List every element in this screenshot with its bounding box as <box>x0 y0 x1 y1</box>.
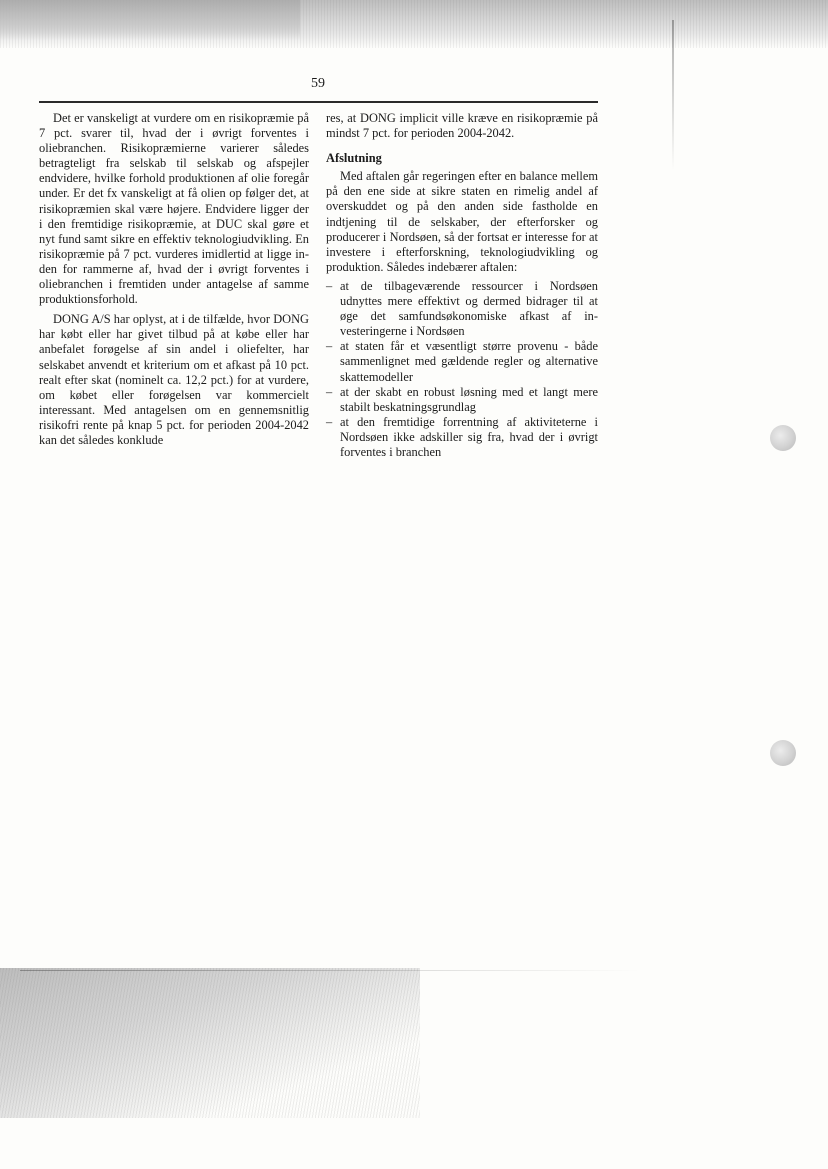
left-paragraph-1: Det er vanskeligt at vurdere om en risikopræmie på 7 pct. svarer til, hvad der i øvrigt forventes i oliebranchen. Risikopræmierne varierer således betragteligt fra selskab til selskab og afspejler endvidere, hvilke forhold produktionen af olie foregår under. Er det fx vanskeligt at få olien op følger det, at risikopræmien skal være højere. Endvidere ligger der i den fremtidige risikopræmie, at DUC skal gøre et nyt fund samt sikre en effektiv teknologiudvikling. En risikopræmie på 7 pct. vurderes imidlertid at ligge inden for rammerne af, hvad der i øvrigt forventes i oliebranchen i fremtiden under antagelse af samme produktionsforhold. <box>39 111 309 307</box>
right-column <box>326 111 598 460</box>
header-rule <box>39 101 598 103</box>
left-column <box>39 111 309 448</box>
punch-hole-upper <box>770 425 796 451</box>
scan-shadow-bottom <box>0 968 420 1118</box>
bullet-item: – at staten får et væsentligt større provenu - både sammenlignet med gældende regler og alternative skattemodeller <box>326 339 598 384</box>
scan-shadow-top-left <box>0 0 300 40</box>
scan-edge-line <box>672 20 674 170</box>
right-paragraph: Med aftalen går regeringen efter en balance mellem på den ene side at sikre staten en rimelig andel af overskuddet og på den anden side fastholde en indtjening til de selskaber, der efterforsker og producerer i Nordsøen, så der fortsat er interesse for at investere i efterforskning, teknologiudvikling og produktion. Således indebærer aftalen: <box>326 169 598 274</box>
right-continuation: res, at DONG implicit ville kræve en risikopræmie på mindst 7 pct. for perioden 2004-2042. <box>326 111 598 141</box>
punch-hole-lower <box>770 740 796 766</box>
section-heading-afslutning: Afslutning <box>326 151 382 166</box>
left-paragraph-2: DONG A/S har oplyst, at i de tilfælde, hvor DONG har købt eller har givet tilbud på at købe eller har anbefalet forøgelse af sin andel i oliefelter, har selskabet anvendt et kriterium om et afkast på 10 pct. realt efter skat (nominelt ca. 12,2 pct.) for at vurdere, om købet eller forøgelsen var kommercielt interessant. Med antagelsen om en gennemsnitlig risikofri rente på knap 5 pct. for perioden 2004-2042 kan det således konklude <box>39 312 309 447</box>
bullet-list <box>326 279 598 460</box>
bullet-item: – at den fremtidige forrentning af aktiviteterne i Nordsøen ikke adskiller sig fra, hvad der i øvrigt forventes i branchen <box>326 415 598 460</box>
scan-bottom-line <box>20 970 640 971</box>
bullet-item: – at de tilbageværende ressourcer i Nordsøen udnyttes mere effektivt og dermed bidrager til at øge det samfundsøkonomiske afkast af investeringerne i Nordsøen <box>326 279 598 339</box>
page-number: 59 <box>311 76 325 91</box>
bullet-item: – at der skabt en robust løsning med et langt mere stabilt beskatningsgrundlag <box>326 385 598 415</box>
